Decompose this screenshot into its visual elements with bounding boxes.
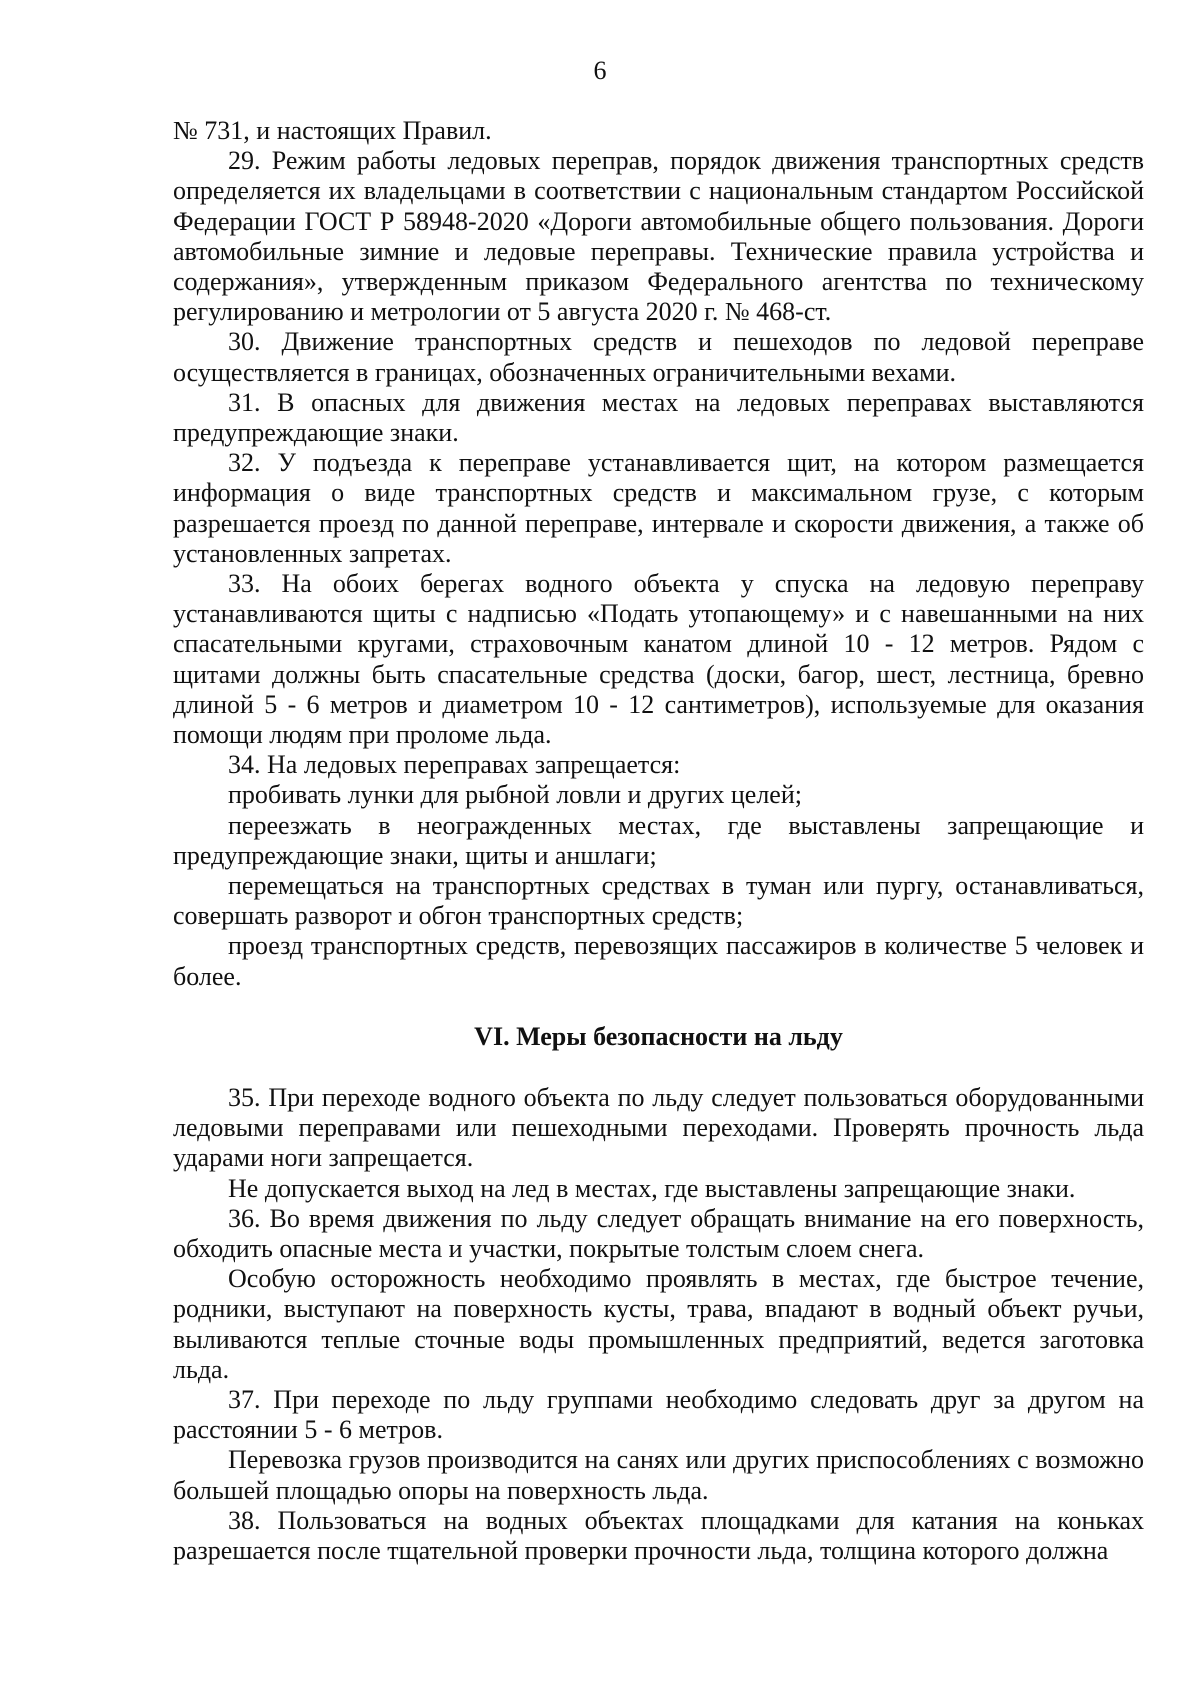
prohibition-item: пробивать лунки для рыбной ловли и других целей; [228,780,802,810]
section-heading: VI. Меры безопасности на льду [474,1021,843,1051]
prohibition-item: проезд транспортных средств, перевозящих пассажиров в количестве 5 человек и более. [173,931,1144,991]
paragraph-item-37: 37. При переходе по льду группами необходимо следовать друг за другом на расстоянии 5 - 6 метров. [173,1384,1144,1445]
paragraph-item-33: 33. На обоих берегах водного объекта у спуска на ледовую переправу устанавливаются щиты с надписью «Подать утопающему» и с навешанными на них спасательными кругами, страховочным канатом длиной 10 - 12 метров. Рядом с щитами должны быть спасательные средства (доски, багор, шест, лестница, бревно длиной 5 - 6 метров и диаметром 10 - 12 сантиметров), используемые для оказания помощи людям при проломе льда. [173,569,1144,750]
paragraph-item-31: 31. В опасных для движения местах на ледовых переправах выставляются предупреждающие знаки. [173,387,1144,448]
prohibition-item: перемещаться на транспортных средствах в туман или пургу, останавливаться, совершать разворот и обгон транспортных средств; [173,871,1144,931]
paragraph: № 731, и настоящих Правил. [173,116,492,145]
paragraph-item-36: 36. Во время движения по льду следует обращать внимание на его поверхность, обходить опасные места и участки, покрытые толстым слоем снега. [173,1203,1144,1263]
paragraph-item-32: 32. У подъезда к переправе устанавливается щит, на котором размещается информация о виде транспортных средств и максимальном грузе, с которым разрешается проезд по данной переправе, интервале и скорости движения, а также об установленных запретах. [173,448,1144,568]
prohibition-item: переезжать в неогражденных местах, где выставлены запрещающие и предупреждающие знаки, щиты и аншлаги; [173,810,1144,870]
paragraph: Перевозка грузов производится на санях или других приспособлениях с возможно большей площадью опоры на поверхность льда. [173,1445,1144,1505]
paragraph: Не допускается выход на лед в местах, где выставлены запрещающие знаки. [228,1173,1076,1203]
paragraph: Особую осторожность необходимо проявлять в местах, где быстрое течение, родники, выступают на поверхность кусты, трава, впадают в водный объект ручьи, выливаются теплые сточные воды промышленных предприятий, ведется заготовка льда. [173,1264,1144,1384]
paragraph-item-38: 38. Пользоваться на водных объектах площадками для катания на коньках разрешается после тщательной проверки прочности льда, толщина которого должна [173,1505,1144,1565]
paragraph-item-34: 34. На ледовых переправах запрещается: [228,750,681,780]
paragraph-item-29: 29. Режим работы ледовых переправ, порядок движения транспортных средств определяется их владельцами в соответствии с национальным стандартом Российской Федерации ГОСТ Р 58948-2020 «Дороги автомобильные общего пользования. Дороги автомобильные зимние и ледовые переправы. Технические правила устройства и содержания», утвержденным приказом Федерального агентства по техническому регулированию и метрологии от 5 августа 2020 г. № 468-ст. [173,146,1144,327]
document-body [173,116,1144,1566]
paragraph-item-35: 35. При переходе водного объекта по льду следует пользоваться оборудованными ледовыми переправами или пешеходными переходами. Проверять прочность льда ударами ноги запрещается. [173,1082,1144,1173]
page-number: 6 [593,56,607,85]
paragraph-item-30: 30. Движение транспортных средств и пешеходов по ледовой переправе осуществляется в границах, обозначенных ограничительными вехами. [173,327,1144,387]
